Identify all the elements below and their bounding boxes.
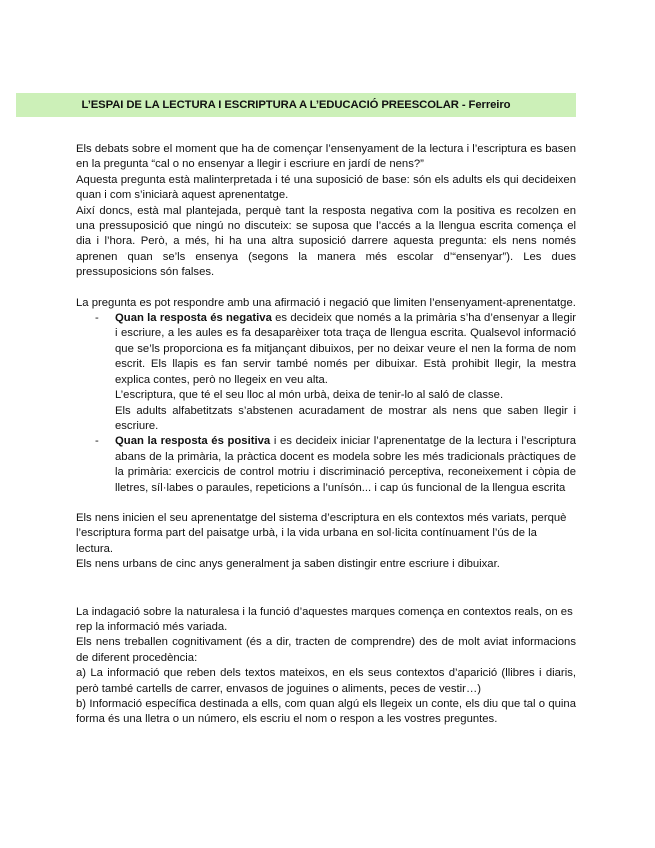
bullet-dash: - (95, 312, 99, 325)
list-item-text (115, 434, 576, 496)
bold-label-positive: Quan la resposta és positiva (115, 435, 271, 448)
document-body (76, 142, 576, 728)
positive-text: i es decideix iniciar l’aprenentatge de la lectura i l’escriptura abans de la primària, la pràctica docent es modela sobre les més tradicionals pràctiques de la primària: exercicis de control motriu i discriminació perceptiva, reconeixement i còpia de lletres, síl·labes o paraules, repeticions a l’unísón... i cap ús funcional de la llengua escrita (115, 435, 576, 494)
document-title-bar (16, 93, 576, 117)
answer-list (76, 311, 576, 496)
intro-paragraph-3: Així doncs, està mal plantejada, perquè tant la resposta negativa com la positiva es recolzen en una pressuposició que ningú no discuteix: se suposa que l’accés a la llengua escrita comença el dia i l’hora. Però, a més, hi ha una altra suposició darrere aquesta pregunta: els nens només aprenen quan se’ls ensenya (segons la manera més escolar d’“ensenyar”). Les dues pressuposicions són falses. (76, 204, 576, 279)
intro-paragraph-2: Aquesta pregunta està malinterpretada i té una suposició de base: són els adults els qui decideixen quan i com s’iniciarà aquest aprenentatge. (76, 173, 576, 202)
bullet-dash: - (95, 435, 99, 448)
list-item-positive (76, 434, 576, 496)
children-paragraph-1: Els nens inicien el seu aprenentatge del sistema d’escriptura en els contextos més variats, perquè l’escriptura forma part del paisatge urbà, i la vida urbana en sol·licita contínuament l’ús de la lectura. (76, 511, 567, 555)
list-item-text (115, 311, 576, 388)
inquiry-paragraph-1: La indagació sobre la naturalesa i la funció d’aquestes marques comença en contextos reals, on es rep la informació més variada. (76, 605, 573, 633)
answer-intro: La pregunta es pot respondre amb una afirmació i negació que limiten l’ensenyament-aprenentatge. (76, 296, 576, 309)
intro-paragraph-1: Els debats sobre el moment que ha de començar l’ensenyament de la lectura i l’escriptura es basen en la pregunta “cal o no ensenyar a llegir i escriure en jardí de nens?” (76, 143, 576, 171)
negative-extra-1: L’escriptura, que té el seu lloc al món urbà, deixa de tenir-lo al saló de classe. (115, 389, 504, 402)
inquiry-paragraph-3: a) La informació que reben dels textos mateixos, en els seus contextos d’aparició (llibres i diaris, però també cartells de carrer, envasos de joguines o aliments, peces de vestir…) (76, 667, 576, 695)
negative-extra-2: Els adults alfabetitzats s’abstenen acuradament de mostrar als nens que saben llegir i escriure. (115, 404, 576, 432)
inquiry-paragraph-4: b) Informació específica destinada a ells, com quan algú els llegeix un conte, els diu que tal o quina forma és una lletra o un número, els escriu el nom o respon a les vostres preguntes. (76, 698, 576, 726)
inquiry-paragraph-2: Els nens treballen cognitivament (és a dir, tracten de comprendre) des de molt aviat informacions de diferent procedència: (76, 636, 576, 664)
list-item-negative (76, 311, 576, 434)
document-title: L’ESPAI DE LA LECTURA I ESCRIPTURA A L’EDUCACIÓ PREESCOLAR - Ferreiro (81, 99, 511, 111)
bold-label-negative: Quan la resposta és negativa (115, 312, 272, 325)
negative-text: es decideix que només a la primària s’ha d’ensenyar a llegir i escriure, a les aules es fa desaparèixer tota traça de llengua escrita. Qualsevol informació que se’ls proporciona es fa mitjançant dibuixos, per no deixar veure el nen la forma de nom escrit. Els llapis es fan servir també només per dibuixar. Està prohibit llegir, la mestra explica contes, però no llegeix en veu alta. (115, 312, 576, 386)
children-paragraph-2: Els nens urbans de cinc anys generalment ja saben distingir entre escriure i dibuixar. (76, 558, 500, 571)
